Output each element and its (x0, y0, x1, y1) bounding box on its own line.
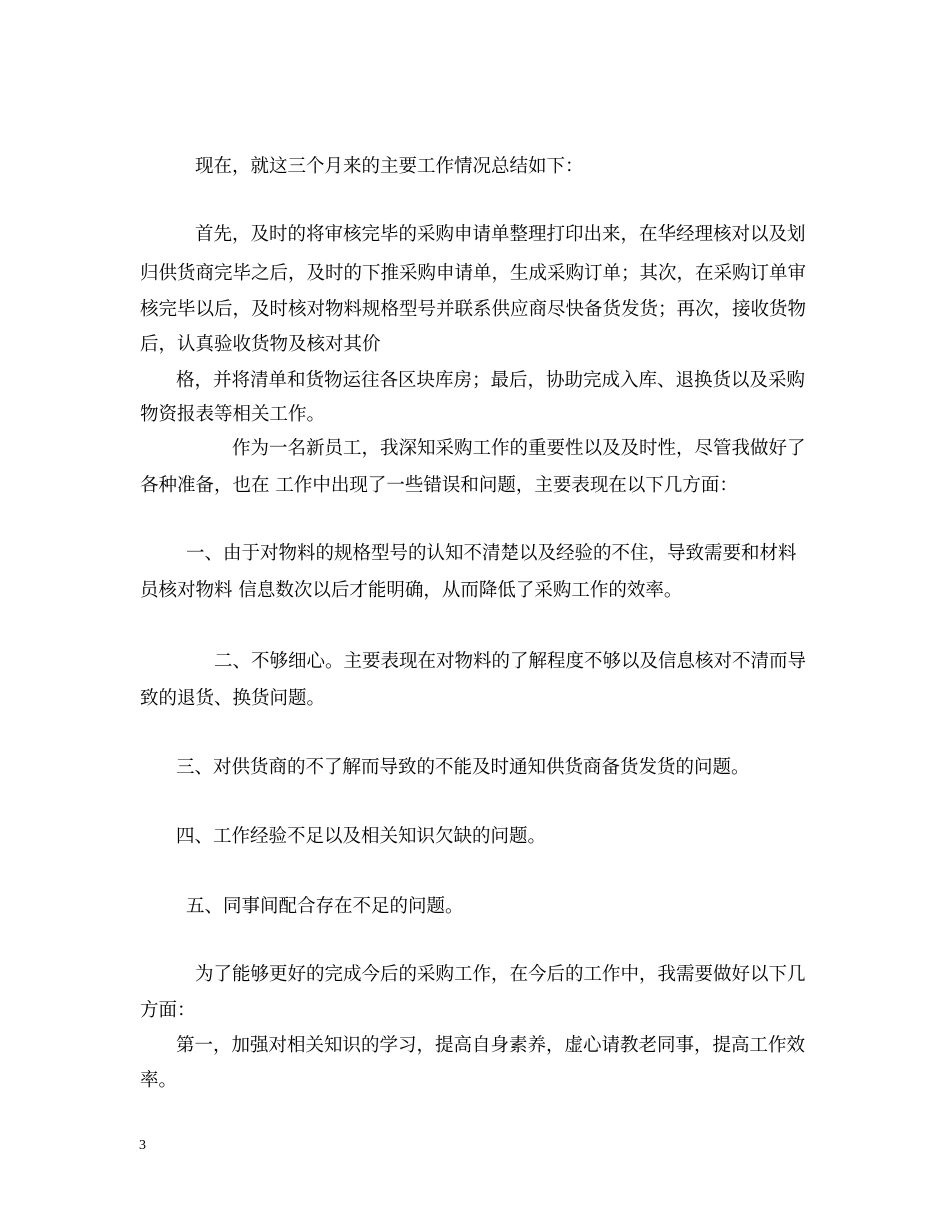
text-line: 各种准备，也在 工作中出现了一些错误和问题，主要表现在以下几方面： (140, 475, 738, 496)
text-line: 率。 (140, 1070, 178, 1091)
text-line: 方面： (140, 1000, 196, 1021)
text-line: 首先，及时的将审核完毕的采购申请单整理打印出来，在华经理核对以及划 (195, 224, 806, 245)
text-line: 现在，就这三个月来的主要工作情况总结如下： (195, 156, 584, 177)
text-line: 后，认真验收货物及核对其价 (140, 334, 381, 355)
text-line: 第一，加强对相关知识的学习，提高自身素养，虚心请教老同事，提高工作效 (176, 1035, 806, 1056)
text-line: 核完毕以后，及时核对物料规格型号并联系供应商尽快备货发货；再次，接收货物 (140, 299, 807, 320)
text-line: 一、由于对物料的规格型号的认知不清楚以及经验的不住，导致需要和材料 (186, 543, 797, 564)
text-line: 二、不够细心。主要表现在对物料的了解程度不够以及信息核对不清而导 (214, 651, 807, 672)
text-line: 物资报表等相关工作。 (140, 404, 326, 425)
text-line: 员核对物料 信息数次以后才能明确，从而降低了采购工作的效率。 (140, 580, 683, 601)
text-line: 作为一名新员工，我深知采购工作的重要性以及及时性，尽管我做好了 (232, 438, 806, 459)
text-line: 归供货商完毕之后，及时的下推采购申请单，生成采购订单；其次，在采购订单审 (140, 263, 807, 284)
text-line: 格，并将清单和货物运往各区块库房；最后，协助完成入库、退换货以及采购 (176, 370, 806, 391)
text-line: 为了能够更好的完成今后的采购工作，在今后的工作中，我需要做好以下几 (195, 964, 806, 985)
page-number: 3 (139, 1138, 146, 1153)
text-line: 五、同事间配合存在不足的问题。 (186, 896, 464, 917)
text-line: 四、工作经验不足以及相关知识欠缺的问题。 (176, 826, 547, 847)
text-line: 致的退货、换货问题。 (140, 688, 326, 709)
text-line: 三、对供货商的不了解而导致的不能及时通知供货商备货发货的问题。 (176, 757, 750, 778)
